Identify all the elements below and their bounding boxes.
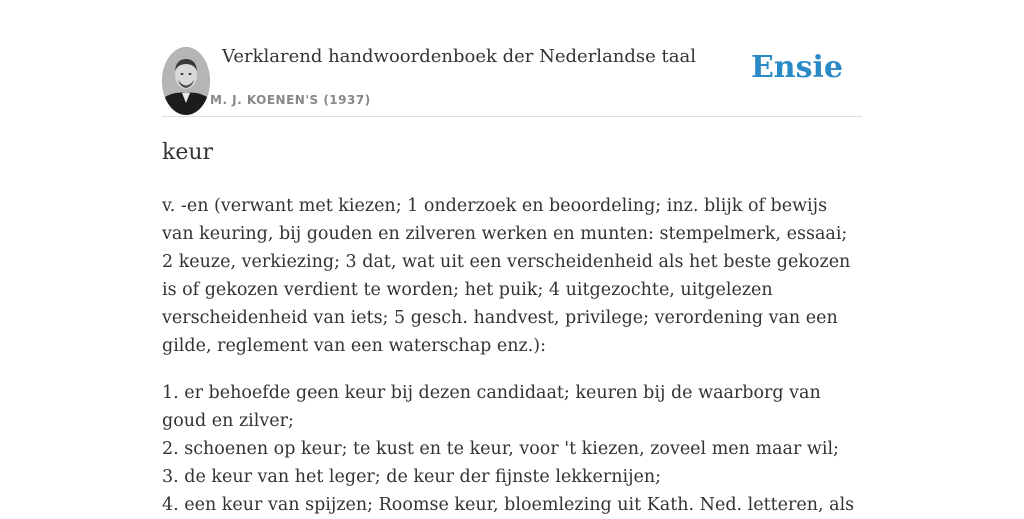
entry-examples — [162, 379, 862, 519]
example-item: 3. de keur van het leger; de keur der fijnste lekkernijen; — [162, 467, 662, 487]
example-item: 1. er behoefde geen keur bij dezen candidaat; keuren bij de waarborg van goud en zilver; — [162, 383, 821, 431]
example-item: 2. schoenen op keur; te kust en te keur, voor 't kiezen, zoveel men maar wil; — [162, 439, 839, 459]
dictionary-author: M. J. KOENEN'S (1937) — [210, 93, 371, 107]
entry-definition: v. -en (verwant met kiezen; 1 onderzoek en beoordeling; inz. blijk of bewijs van keuring, bij gouden en zilveren werken en munten: stempelmerk, essaai; 2 keuze, verkiezing; 3 dat, wat uit een verscheidenheid als het beste gekozen is of gekozen verdient te worden; het puik; 4 uitgezochte, uitgelezen verscheidenheid van iets; 5 gesch. handvest, privilege; verordening van een gilde, reglement van een waterschap enz.): — [162, 196, 851, 356]
example-item: 4. een keur van spijzen; Roomse keur, bloemlezing uit Kath. Ned. letteren, als — [162, 495, 855, 515]
dictionary-header — [162, 0, 862, 117]
ensie-logo-link[interactable]: Ensie — [750, 50, 843, 85]
entry-headword: keur — [162, 140, 214, 165]
page — [162, 0, 862, 515]
author-portrait-icon — [162, 47, 210, 115]
dictionary-title: Verklarend handwoordenboek der Nederlandse taal — [222, 46, 696, 67]
